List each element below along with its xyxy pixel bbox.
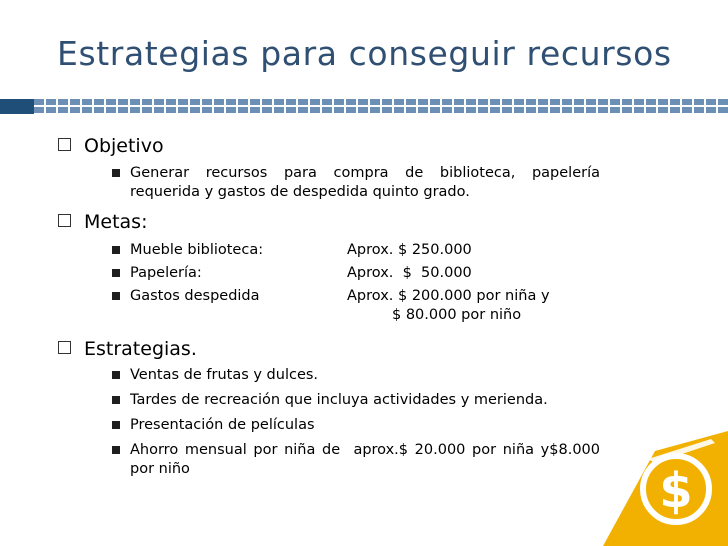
filled-square-icon bbox=[112, 269, 120, 277]
slide-title: Estrategias para conseguir recursos bbox=[57, 34, 672, 73]
filled-square-icon bbox=[112, 246, 120, 254]
metas-item-amount: Aprox. $ 250.000 bbox=[347, 242, 472, 258]
filled-square-icon bbox=[112, 292, 120, 300]
estrategias-item-text: Presentación de películas bbox=[130, 417, 315, 433]
filled-square-icon bbox=[112, 169, 120, 177]
objetivo-heading: Objetivo bbox=[84, 135, 164, 157]
metas-item-amount-continuation: $ 80.000 por niño bbox=[392, 307, 522, 323]
bullet-objetivo bbox=[58, 135, 164, 157]
bullet-metas bbox=[58, 211, 147, 233]
hollow-square-icon bbox=[58, 214, 71, 227]
metas-item-amount: Aprox. $ 50.000 bbox=[347, 265, 472, 281]
bullet-estrategias bbox=[58, 338, 197, 360]
filled-square-icon bbox=[112, 371, 120, 379]
estrategias-heading: Estrategias. bbox=[84, 338, 197, 360]
hollow-square-icon bbox=[58, 341, 71, 354]
estrategias-item-text: Ventas de frutas y dulces. bbox=[130, 367, 319, 383]
metas-item-label: Papelería: bbox=[130, 265, 202, 281]
estrategias-item-text: Ahorro mensual por niña de aprox.$ 20.000 por niña y$8.000 por niño bbox=[130, 442, 605, 477]
metas-item-label: Gastos despedida bbox=[130, 288, 260, 304]
filled-square-icon bbox=[112, 396, 120, 404]
metas-heading: Metas: bbox=[84, 211, 148, 233]
objetivo-item-text: Generar recursos para compra de biblioteca, papelería requerida y gastos de despedida quinto grado. bbox=[130, 165, 600, 200]
dollar-coin-icon bbox=[603, 431, 728, 546]
metas-item-label: Mueble biblioteca: bbox=[130, 242, 264, 258]
hollow-square-icon bbox=[58, 138, 71, 151]
filled-square-icon bbox=[112, 446, 120, 454]
filled-square-icon bbox=[112, 421, 120, 429]
metas-item-amount: Aprox. $ 200.000 por niña y bbox=[347, 288, 550, 304]
estrategias-item-text: Tardes de recreación que incluya actividades y merienda. bbox=[130, 392, 548, 408]
svg-text:$: $ bbox=[659, 463, 693, 519]
